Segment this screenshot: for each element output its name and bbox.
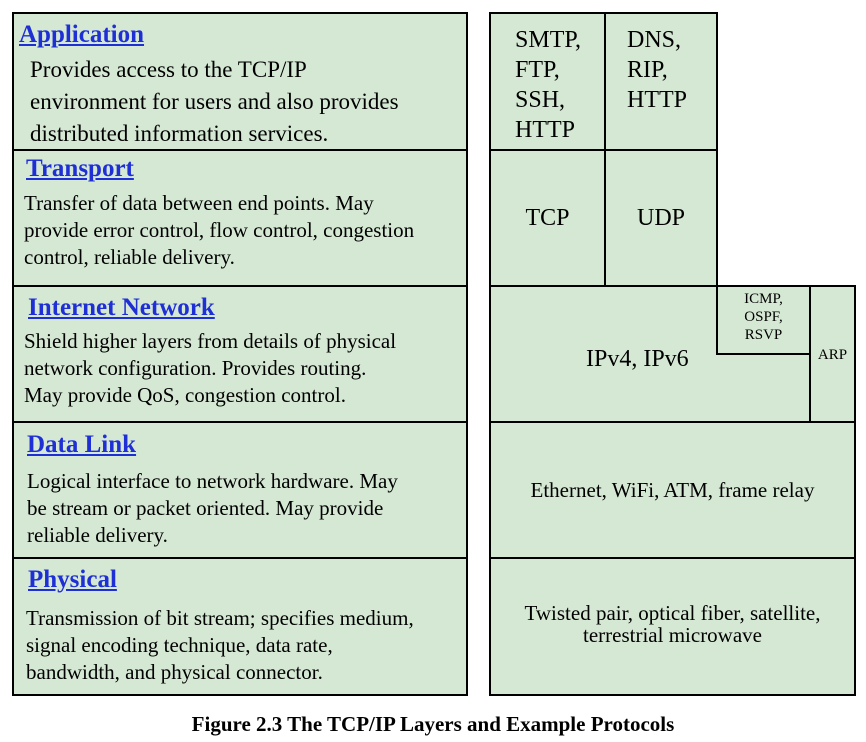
layer-physical [12, 557, 468, 696]
layer-name-application: Application [19, 21, 145, 48]
layer-application [12, 12, 468, 151]
protocol-physical: Twisted pair, optical fiber, satellite, terrestrial microwave [524, 601, 821, 647]
protocol-icmp-ospf-rsvp: ICMP, OSPF, RSVP [744, 291, 783, 343]
layer-name-physical: Physical [28, 566, 117, 593]
protocol-cell-physical [489, 557, 856, 696]
protocol-cell-arp [809, 285, 856, 423]
protocol-cell-datalink [489, 421, 856, 559]
protocol-cell-tcp [489, 149, 606, 287]
layer-name-transport: Transport [26, 155, 134, 182]
layer-name-internet-network: Internet Network [28, 294, 215, 321]
protocol-udp: UDP [636, 205, 685, 231]
protocol-tcp: TCP [525, 205, 570, 231]
protocol-ip: IPv4, IPv6 [586, 346, 689, 372]
protocol-arp: ARP [817, 347, 848, 363]
protocol-cell-dns [604, 12, 718, 151]
application-protocols-right: DNS, RIP, HTTP [627, 27, 687, 113]
layer-internet-network [12, 285, 468, 423]
layer-transport [12, 149, 468, 287]
application-protocols-left: SMTP, FTP, SSH, HTTP [515, 27, 582, 143]
layer-desc-transport: Transfer of data between end points. May provide error control, flow control, congestion control, reliable delivery. [24, 191, 415, 269]
protocol-cell-udp [604, 149, 718, 287]
protocol-datalink: Ethernet, WiFi, ATM, frame relay [530, 478, 815, 502]
layer-desc-data-link: Logical interface to network hardware. May be stream or packet oriented. May provide reliable delivery. [27, 469, 398, 547]
protocol-cell-smtp [489, 12, 606, 151]
layer-desc-physical: Transmission of bit stream; specifies medium, signal encoding technique, data rate, bandwidth, and physical connector. [26, 606, 414, 684]
protocol-cell-icmp [716, 285, 811, 355]
figure-caption: Figure 2.3 The TCP/IP Layers and Example Protocols [191, 712, 675, 736]
layer-data-link [12, 421, 468, 559]
layer-desc-internet-network: Shield higher layers from details of physical network configuration. Provides routing. May provide QoS, congestion control. [24, 329, 397, 407]
layer-desc-application: Provides access to the TCP/IP environment for users and also provides distributed information services. [30, 57, 399, 146]
layer-name-data-link: Data Link [27, 431, 137, 458]
